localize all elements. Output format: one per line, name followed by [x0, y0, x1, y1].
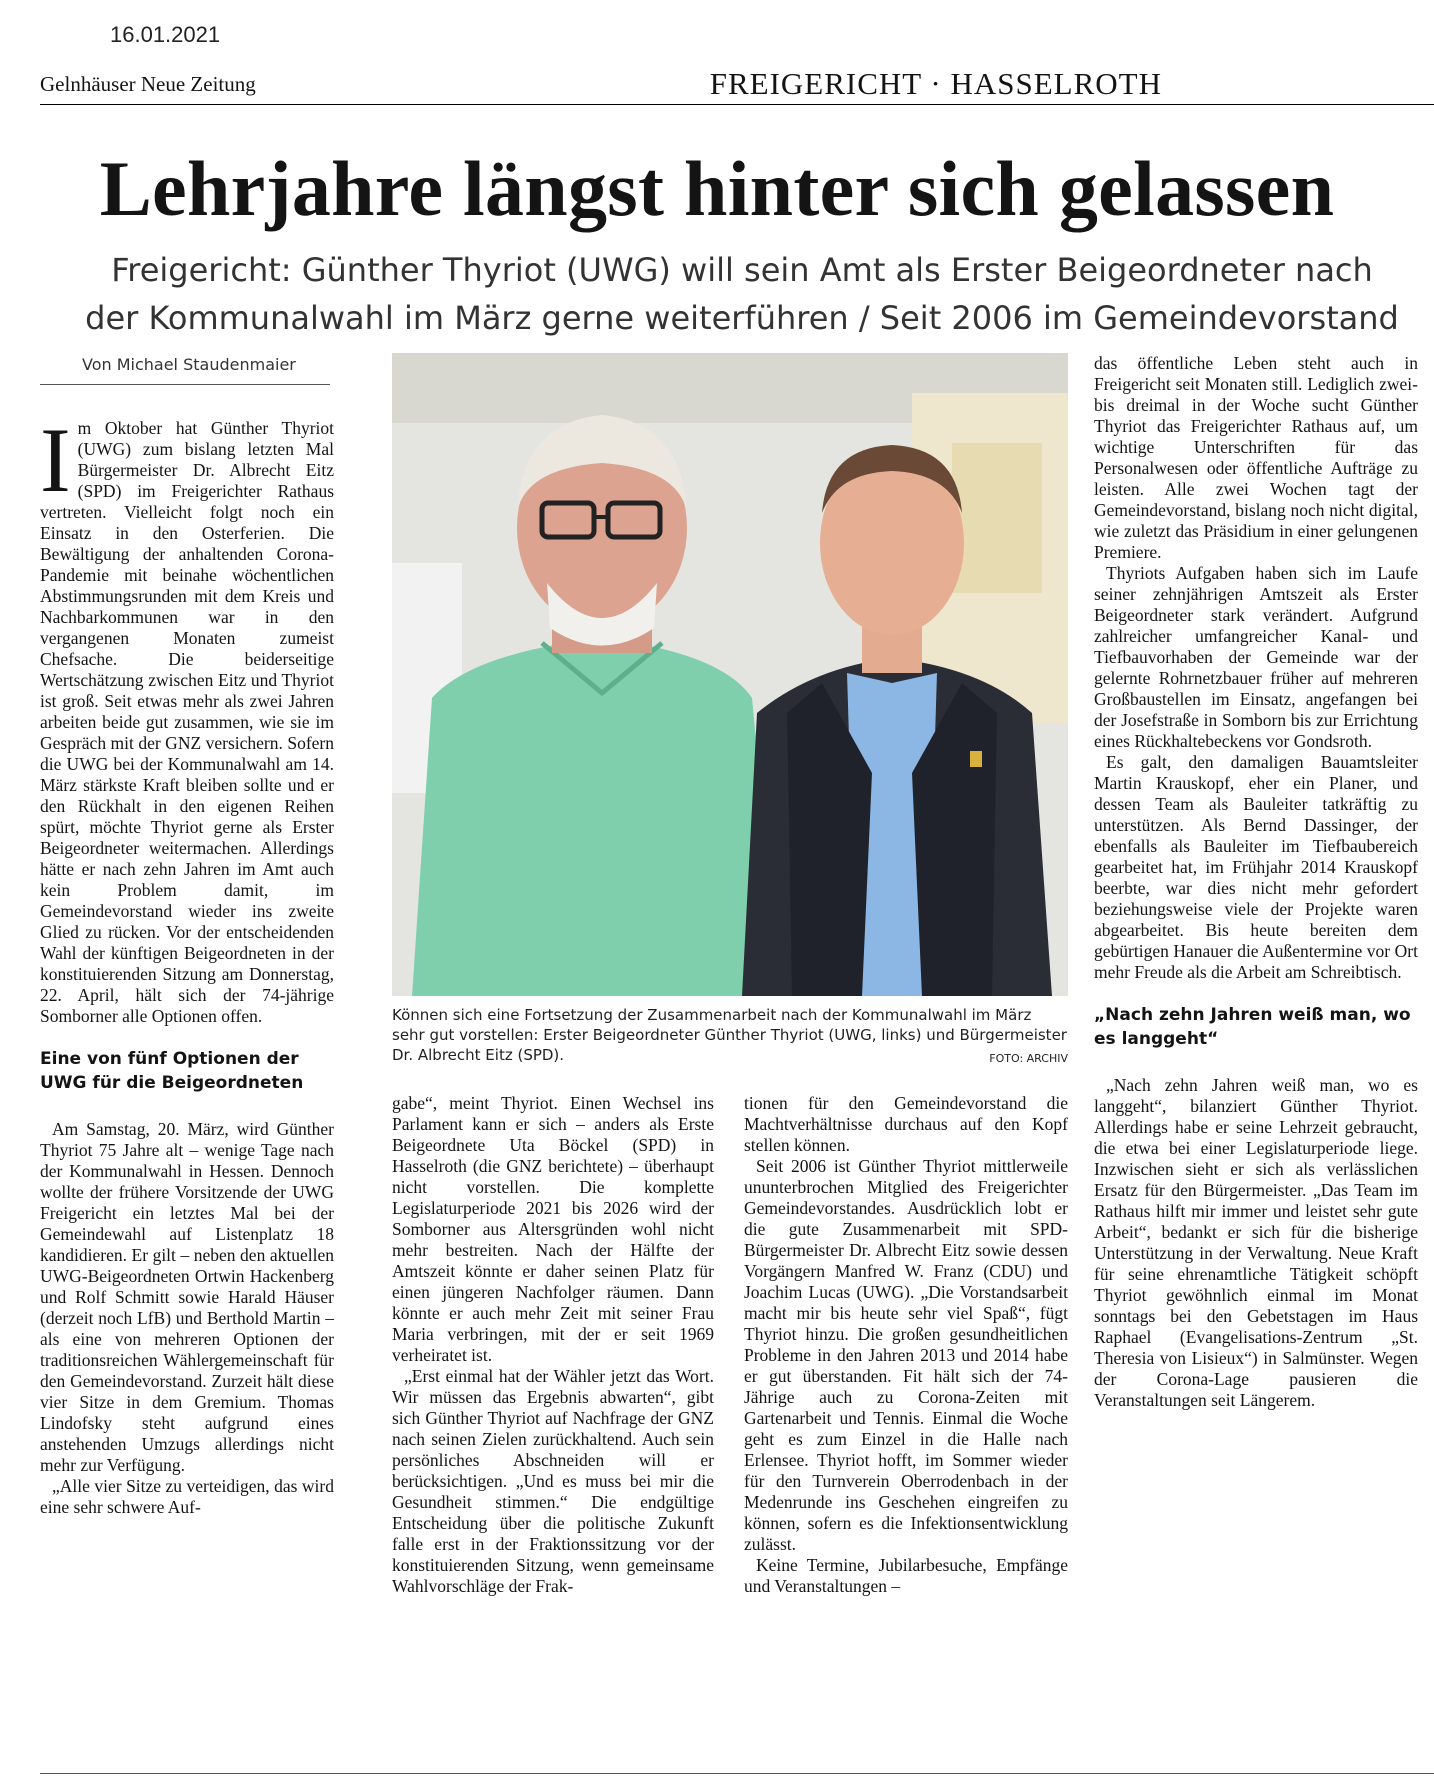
subheadline [50, 246, 1434, 342]
article-column-2 [392, 1093, 714, 1597]
paragraph: tionen für den Gemeindevorstand die Machtverhältnisse durchaus auf den Kopf stellen können. [744, 1093, 1068, 1155]
subheadline-line-2: der Kommunalwahl im März gerne weiterführen / Seit 2006 im Gemeindevorstand [85, 299, 1399, 337]
subheading-quote: „Nach zehn Jahren weiß man, wo es langgeht“ [1094, 1005, 1411, 1049]
section-title: FREIGERICHT · HASSELROTH [709, 66, 1162, 101]
paragraph: Es galt, den damaligen Bauamtsleiter Martin Krauskopf, eher ein Planer, und dessen Team als Bauleiter tatkräftig zu unterstützen. Als Bernd Dassinger, der ebenfalls als Bauleiter im Tiefbaubereich gearbeitet hat, im Frühjahr 2014 Krauskopf beerbte, war dies nicht mehr gefordert beziehungsweise viele der Projekte waren abgearbeitet. Bis heute bereiten dem gebürtigen Hanauer die Außentermine vor Ort mehr Freude als die Arbeit am Schreibtisch. [1094, 752, 1418, 982]
footer-rule [40, 1773, 1434, 1774]
header-rule [40, 104, 1434, 105]
drop-cap: I [40, 409, 71, 511]
newspaper-name: Gelnhäuser Neue Zeitung [40, 72, 256, 96]
byline-rule [40, 384, 330, 385]
headline: Lehrjahre längst hinter sich gelassen [99, 145, 1335, 232]
clipping-date: 16.01.2021 [110, 22, 221, 47]
paragraph: „Alle vier Sitze zu verteidigen, das wird eine sehr schwere Auf- [40, 1476, 334, 1517]
byline: Von Michael Staudenmaier [82, 355, 296, 374]
article-column-4 [1094, 353, 1418, 1411]
photo-illustration [392, 353, 1068, 996]
paragraph: „Nach zehn Jahren weiß man, wo es langgeht“, bilanziert Günther Thyriot. Allerdings habe er seine Lehrzeit gebraucht, die etwa bei einer Legislaturperiode liege. Inzwischen sieht er sich als verlässlichen Ersatz für den Bürgermeister. „Das Team im Rathaus hilft mir immer und leistet sehr gute Arbeit“, bedankt er sich für die bisherige Unterstützung in der Verwaltung. Neue Kraft für seine ehrenamtliche Tätigkeit schöpft Thyriot gewöhnlich einmal im Monat sonntags bei den Gebetstagen im Haus Raphael (Evangelisations-Zentrum „St. Theresia von Lisieux“) in Salmünster. Wegen der Corona-Lage pausieren die Veranstaltungen seit Längerem. [1094, 1075, 1418, 1410]
article-column-1 [40, 409, 334, 1518]
paragraph: Am Samstag, 20. März, wird Günther Thyriot 75 Jahre alt – wenige Tage nach der Kommunalwahl in Hessen. Dennoch wollte der frühere Vorsitzende der UWG Freigericht ein letztes Mal bei der Gemeindewahl auf Listenplatz 18 kandidieren. Er gilt – neben den aktuellen UWG-Beigeordneten Ortwin Hackenberg und Rolf Schmitt sowie Harald Häuser (derzeit noch LfB) und Berthold Martin – als eine von mehreren Optionen der traditionsreichen Wählergemeinschaft für den Gemeindevorstand. Zurzeit hält diese vier Sitze in dem Gremium. Thomas Lindofsky steht aufgrund eines anstehenden Umzugs allerdings nicht mehr zur Verfügung. [40, 1119, 334, 1475]
photo-credit: FOTO: ARCHIV [989, 1052, 1068, 1065]
paragraph: das öffentliche Leben steht auch in Freigericht seit Monaten still. Lediglich zwei- bis dreimal in der Woche sucht Günther Thyriot das Freigerichter Rathaus auf, um wichtige Unterschriften für das Personalwesen oder öffentliche Aufträge zu leisten. Alle zwei Wochen tagt der Gemeindevorstand, bislang noch nicht digital, wie zuletzt das Präsidium in einer gelungenen Premiere. [1094, 353, 1418, 562]
article-photo [392, 353, 1068, 996]
paragraph: „Erst einmal hat der Wähler jetzt das Wort. Wir müssen das Ergebnis abwarten“, gibt sich Günther Thyriot auf Nachfrage der GNZ nach seinen Zielen zurückhaltend. Auch sein persönliches Abschneiden will er berücksichtigen. „Und es muss bei mir die Gesundheit stimmen.“ Die endgültige Entscheidung über die politische Zukunft falle erst in der Fraktionssitzung vor der konstituierenden Sitzung, wenn gemeinsame Wahlvorschläge der Frak- [392, 1366, 714, 1596]
subheadline-line-1: Freigericht: Günther Thyriot (UWG) will sein Amt als Erster Beigeordneter nach [111, 251, 1373, 289]
lead-paragraph: Im Oktober hat Günther Thyriot (UWG) zum bislang letzten Mal Bürgermeister Dr. Albrecht Eitz (SPD) im Freigerichter Rathaus vertreten. Vielleicht folgt noch ein Einsatz in den Osterferien. Die Bewältigung der anhaltenden Corona-Pandemie mit beinahe wöchentlichen Abstimmungsrunden mit dem Kreis und Nachbarkommunen war in den vergangenen Monaten zumeist Chefsache. Die beiderseitige Wertschätzung zwischen Eitz und Thyriot ist groß. Seit etwas mehr als zwei Jahren arbeiten beide gut zusammen, wie sie im Gespräch mit der GNZ versichern. Sofern die UWG bei der Kommunalwahl am 14. März stärkste Kraft bleiben sollte und er den Rückhalt in den eigenen Reihen spürt, möchte Thyriot gerne als Erster Beigeordneter weitermachen. Allerdings hätte er nach zehn Jahren im Amt auch kein Problem damit, im Gemeindevorstand wieder ins zweite Glied zu rücken. Vor der entscheidenden Wahl der künftigen Beigeordneten in der konstituierenden Sitzung am Donnerstag, 22. April, hält sich der 74-jährige Somborner alle Optionen offen. [40, 409, 334, 1026]
subheading-options: Eine von fünf Optionen der UWG für die Beigeordneten [40, 1049, 304, 1093]
photo-caption [392, 1005, 1068, 1065]
paragraph: gabe“, meint Thyriot. Einen Wechsel ins Parlament kann er sich – anders als Erste Beigeordnete Uta Böckel (SPD) in Hasselroth (die GNZ berichtete) – überhaupt nicht vorstellen. Die komplette Legislaturperiode 2021 bis 2026 wird der Somborner aus Altersgründen wohl nicht mehr bestreiten. Nach der Hälfte der Amtszeit könnte er daher seinen Platz für einen jüngeren Nachfolger räumen. Dann könnte er auch mehr Zeit mit seiner Frau Maria verbringen, mit der er seit 1969 verheiratet ist. [392, 1093, 714, 1365]
article-column-3 [744, 1093, 1068, 1597]
caption-text: Können sich eine Fortsetzung der Zusammenarbeit nach der Kommunalwahl im März sehr gut vorstellen: Erster Beigeordneter Günther Thyriot (UWG, links) und Bürgermeister Dr. Albrecht Eitz (SPD). [392, 1006, 1067, 1064]
paragraph: Seit 2006 ist Günther Thyriot mittlerweile ununterbrochen Mitglied des Freigerichter Gemeindevorstandes. Ausdrücklich lobt er die gute Zusammenarbeit mit SPD-Bürgermeister Dr. Albrecht Eitz sowie dessen Vorgängern Manfred W. Franz (CDU) und Joachim Lucas (UWG). „Die Vorstandsarbeit macht mir bis heute sehr viel Spaß“, fügt Thyriot hinzu. Die großen gesundheitlichen Probleme in den Jahren 2013 und 2014 habe er gut überstanden. Fit hält sich der 74-Jährige auch zu Corona-Zeiten mit Gartenarbeit und Tennis. Einmal die Woche geht es zum Einzel in die Halle nach Erlensee. Thyriot hofft, im Sommer wieder für den Turnverein Oberrodenbach in der Medenrunde ins Geschehen eingreifen zu können, sofern es die Infektionsentwicklung zulässt. [744, 1156, 1068, 1554]
paragraph: Thyriots Aufgaben haben sich im Laufe seiner zehnjährigen Amtszeit als Erster Beigeordneter stark verändert. Aufgrund zahlreicher umfangreicher Kanal- und Tiefbauvorhaben der Gemeinde war der gelernte Rohrnetzbauer früher auf mehreren Großbaustellen im Einsatz, angefangen bei der Josefstraße in Somborn bis zur Errichtung eines Rückhaltebeckens vor Gondsroth. [1094, 563, 1418, 751]
paragraph: Keine Termine, Jubilarbesuche, Empfänge und Veranstaltungen – [744, 1555, 1068, 1596]
